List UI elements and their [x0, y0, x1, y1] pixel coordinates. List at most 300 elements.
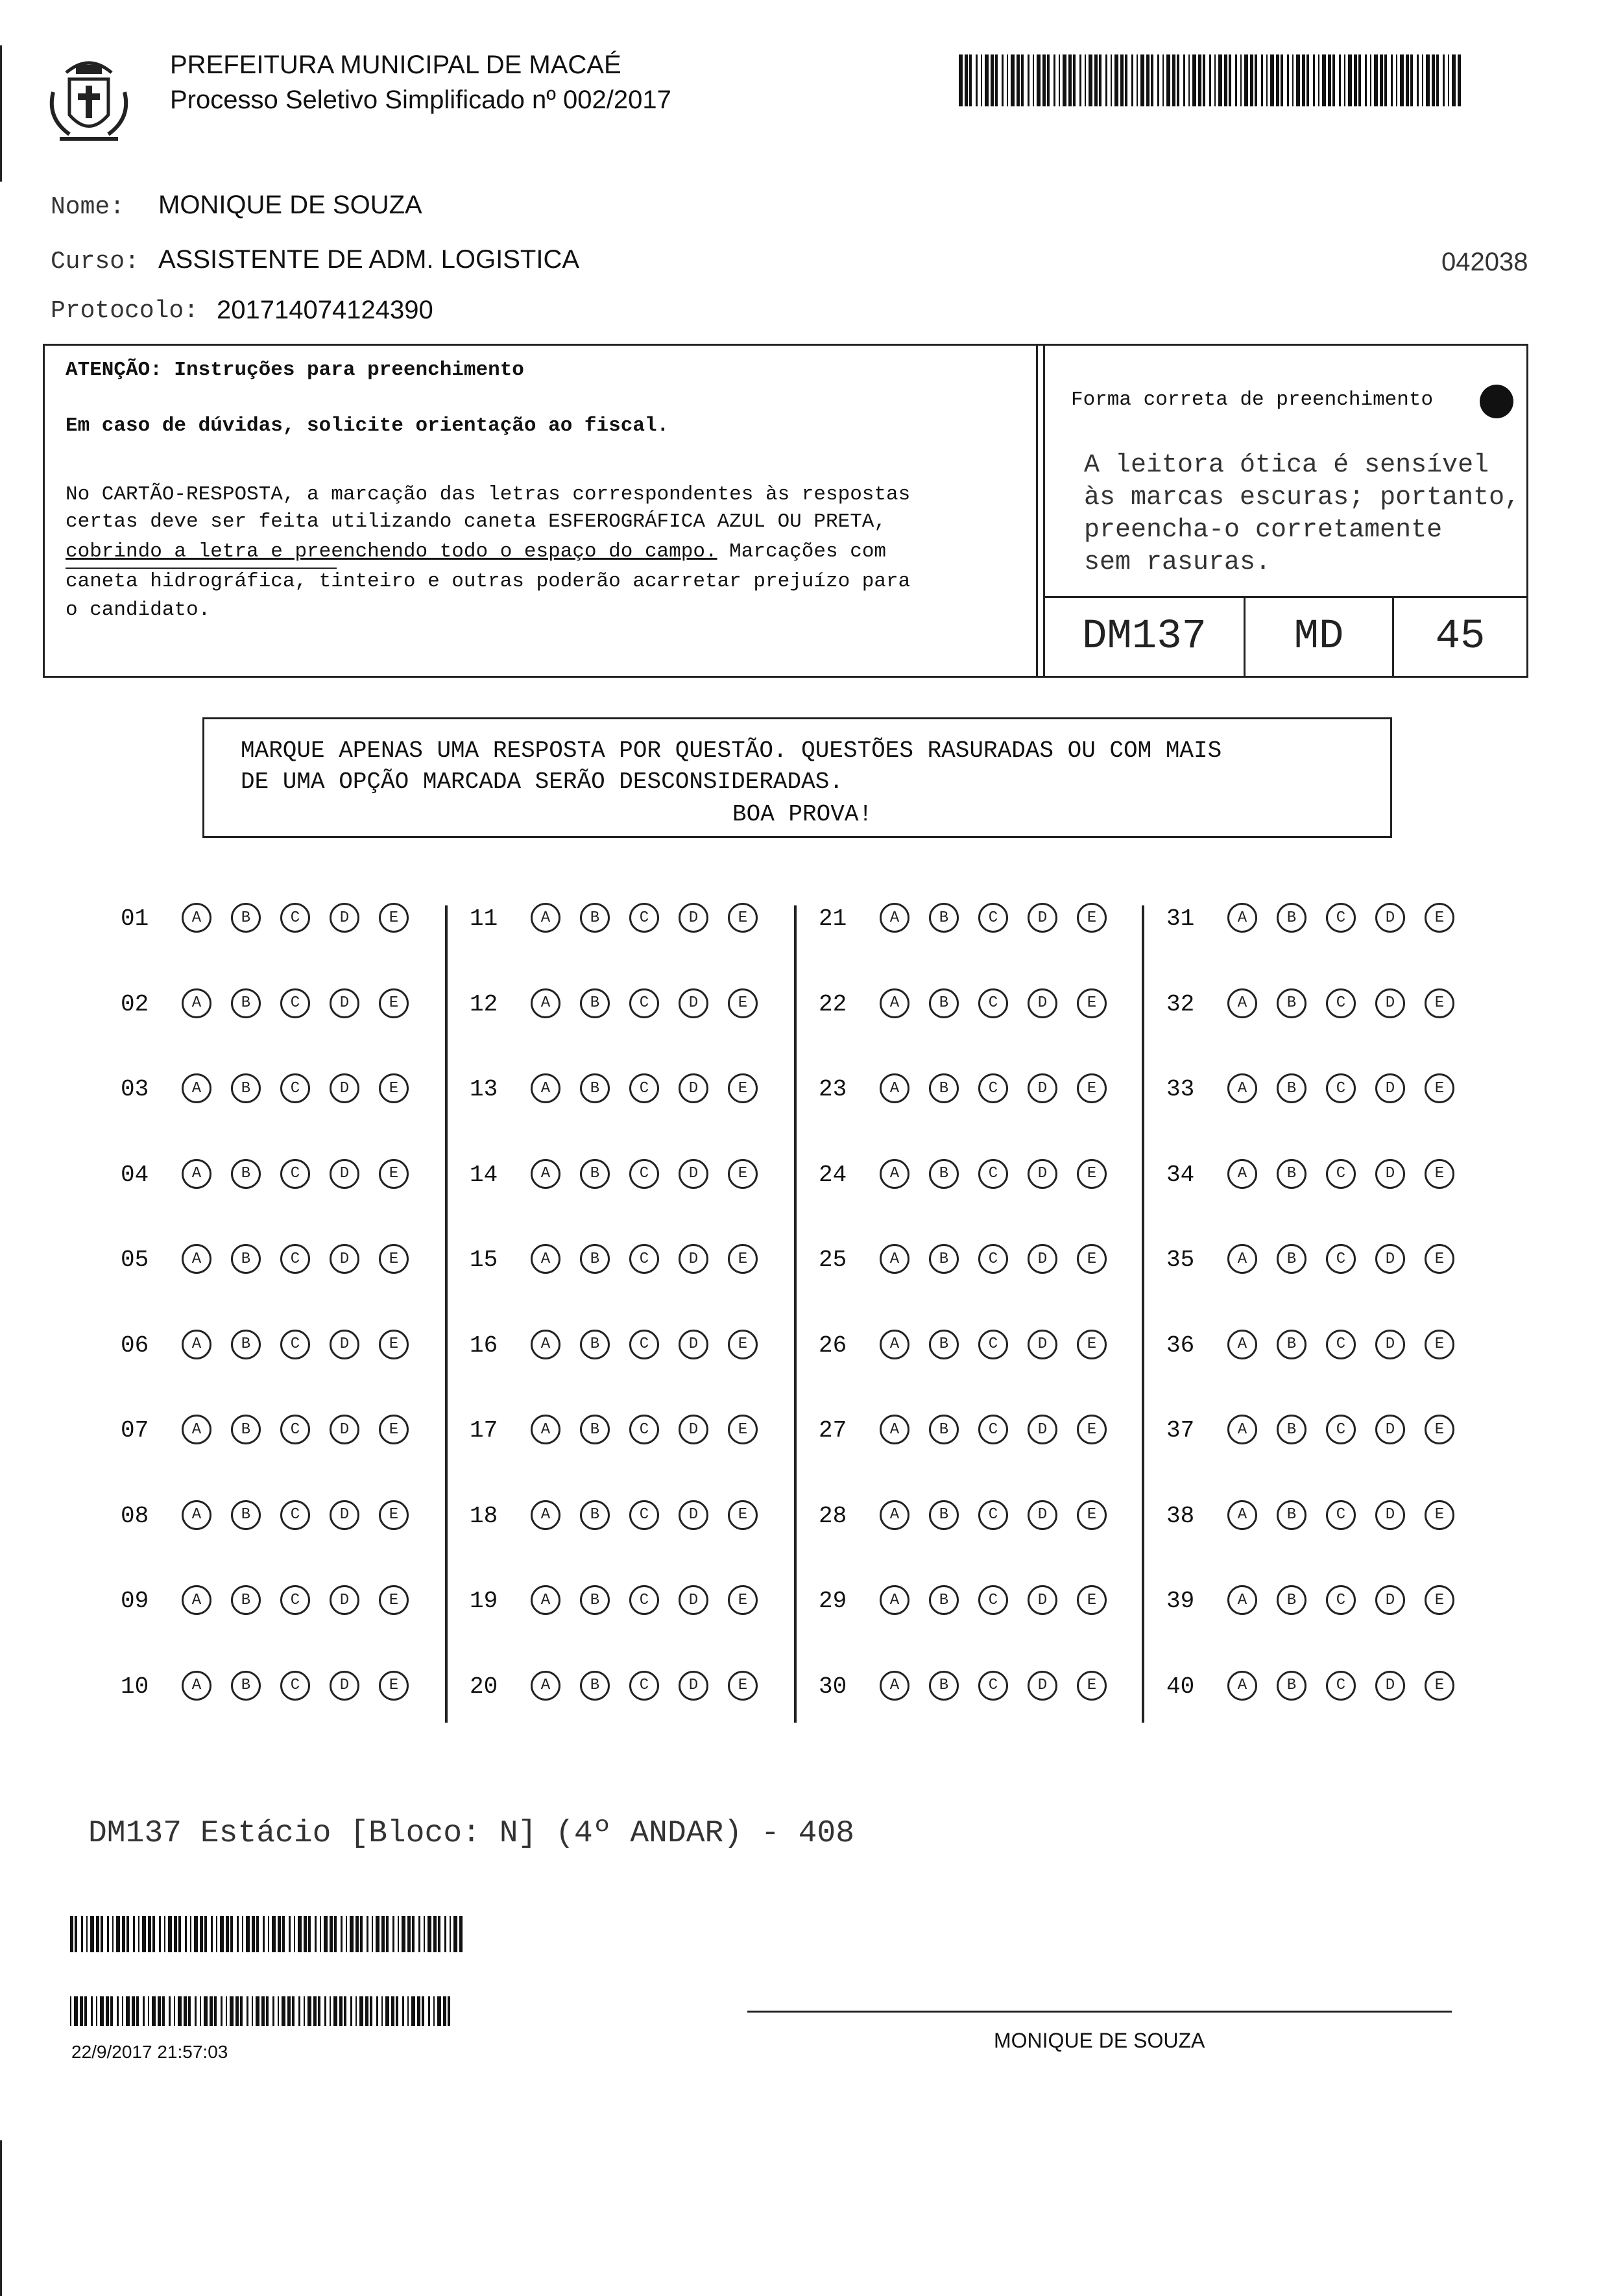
answer-bubble-c[interactable]: C: [978, 1585, 1008, 1615]
barcode-bar: [148, 1916, 151, 1952]
answer-bubble-a[interactable]: A: [880, 1585, 909, 1615]
answer-bubble-d[interactable]: D: [679, 1500, 708, 1530]
answer-bubble-b[interactable]: B: [580, 1073, 610, 1103]
instructions-line: [66, 540, 886, 563]
answer-bubble-e[interactable]: E: [728, 1415, 758, 1444]
barcode-bar: [272, 1996, 274, 2026]
answer-bubble-c[interactable]: C: [629, 1585, 659, 1615]
answer-bubble-b[interactable]: B: [929, 1330, 959, 1359]
answer-bubble-d[interactable]: D: [330, 1415, 359, 1444]
instructions-line: o candidato.: [66, 599, 211, 621]
barcode-bar: [1313, 54, 1315, 106]
column-divider: [794, 905, 797, 1723]
answer-bubble-e[interactable]: E: [728, 1671, 758, 1701]
answer-bubble-a[interactable]: A: [880, 1073, 909, 1103]
barcode-bar: [216, 1916, 217, 1952]
answer-bubble-d[interactable]: D: [330, 1159, 359, 1189]
answer-bubble-c[interactable]: C: [978, 1073, 1008, 1103]
answer-bubble-e[interactable]: E: [1077, 1159, 1107, 1189]
barcode-bar: [965, 54, 968, 106]
barcode-bar: [318, 1996, 320, 2026]
answer-bubble-a[interactable]: A: [531, 1671, 560, 1701]
barcode-bar: [376, 1996, 378, 2026]
answer-bubble-a[interactable]: A: [1227, 1500, 1257, 1530]
barcode-bar: [1037, 54, 1041, 106]
barcode-bar: [1370, 54, 1371, 106]
answer-bubble-d[interactable]: D: [1028, 1415, 1057, 1444]
barcode-bar: [174, 1996, 175, 2026]
barcode-bar: [122, 1916, 125, 1952]
answer-bubble-d[interactable]: D: [330, 1073, 359, 1103]
barcode-bar: [330, 1996, 331, 2026]
answer-bubble-d[interactable]: D: [1375, 1330, 1405, 1359]
answer-bubble-d[interactable]: D: [1028, 1585, 1057, 1615]
barcode-bar: [360, 1916, 363, 1952]
answer-bubble-b[interactable]: B: [1277, 1159, 1306, 1189]
answer-bubble-d[interactable]: D: [679, 1585, 708, 1615]
answer-bubble-e[interactable]: E: [1077, 1585, 1107, 1615]
answer-bubble-e[interactable]: E: [1425, 1585, 1454, 1615]
answer-bubble-e[interactable]: E: [1077, 1073, 1107, 1103]
answer-bubble-b[interactable]: B: [231, 1671, 261, 1701]
answer-bubble-d[interactable]: D: [1375, 1585, 1405, 1615]
answer-bubble-b[interactable]: B: [929, 1073, 959, 1103]
answer-bubble-a[interactable]: A: [1227, 1073, 1257, 1103]
barcode-bar: [365, 1996, 368, 2026]
answer-bubble-b[interactable]: B: [929, 1585, 959, 1615]
answer-bubble-c[interactable]: C: [629, 1500, 659, 1530]
barcode-bar: [334, 1916, 337, 1952]
barcode-bar: [304, 1996, 305, 2026]
barcode-bar: [184, 1996, 187, 2026]
answer-bubble-d[interactable]: D: [330, 1585, 359, 1615]
answer-bubble-d[interactable]: D: [1375, 1415, 1405, 1444]
answer-bubble-e[interactable]: E: [1077, 1330, 1107, 1359]
answer-bubble-c[interactable]: C: [629, 903, 659, 933]
barcode-bar: [376, 1916, 379, 1952]
barcode-bar: [136, 1996, 139, 2026]
answer-bubble-e[interactable]: E: [1425, 1671, 1454, 1701]
answer-bubble-d[interactable]: D: [679, 1244, 708, 1274]
barcode-bar: [211, 1916, 213, 1952]
answer-bubble-e[interactable]: E: [379, 1415, 409, 1444]
answer-bubble-d[interactable]: D: [679, 988, 708, 1018]
answer-bubble-e[interactable]: E: [379, 1330, 409, 1359]
answer-bubble-d[interactable]: D: [1375, 1671, 1405, 1701]
barcode-bar: [158, 1996, 161, 2026]
barcode-bar: [178, 1916, 181, 1952]
barcode-bar: [204, 1996, 208, 2026]
answer-bubble-a[interactable]: A: [1227, 1415, 1257, 1444]
barcode-bar: [417, 1996, 420, 2026]
barcode-bar: [411, 1996, 415, 2026]
answer-bubble-b[interactable]: B: [1277, 1244, 1306, 1274]
barcode-bar: [106, 1996, 109, 2026]
answer-bubble-b[interactable]: B: [929, 1244, 959, 1274]
barcode-bar: [991, 54, 994, 106]
barcode-bar: [1073, 54, 1076, 106]
answer-bubble-b[interactable]: B: [231, 1159, 261, 1189]
answer-bubble-a[interactable]: A: [182, 903, 211, 933]
answer-bubble-b[interactable]: B: [1277, 1500, 1306, 1530]
barcode-bar: [304, 1916, 307, 1952]
answer-bubble-b[interactable]: B: [1277, 1330, 1306, 1359]
answer-bubble-b[interactable]: B: [580, 1671, 610, 1701]
barcode-bar: [1302, 54, 1305, 106]
answer-bubble-d[interactable]: D: [679, 1159, 708, 1189]
answer-bubble-d[interactable]: D: [330, 1330, 359, 1359]
answer-bubble-a[interactable]: A: [182, 1585, 211, 1615]
barcode-bar: [359, 1996, 363, 2026]
answer-bubble-e[interactable]: E: [1425, 1330, 1454, 1359]
answer-bubble-a[interactable]: A: [1227, 988, 1257, 1018]
answer-bubble-e[interactable]: E: [728, 1159, 758, 1189]
answer-bubble-a[interactable]: A: [182, 1159, 211, 1189]
answer-bubble-a[interactable]: A: [880, 903, 909, 933]
scan-edge-mark: [0, 45, 2, 182]
barcode-bar: [256, 1996, 259, 2026]
question-number: 27: [819, 1417, 847, 1444]
answer-bubble-c[interactable]: C: [629, 1330, 659, 1359]
answer-bubble-a[interactable]: A: [531, 1585, 560, 1615]
question-number: 35: [1166, 1247, 1195, 1273]
barcode-bar: [174, 1916, 177, 1952]
answer-bubble-c[interactable]: C: [280, 1159, 310, 1189]
answer-bubble-a[interactable]: A: [531, 988, 560, 1018]
answer-bubble-b[interactable]: B: [929, 1671, 959, 1701]
answer-bubble-a[interactable]: A: [182, 1073, 211, 1103]
answer-bubble-a[interactable]: A: [182, 988, 211, 1018]
answer-bubble-b[interactable]: B: [929, 1159, 959, 1189]
answer-bubble-c[interactable]: C: [1326, 1073, 1356, 1103]
question-number: 07: [121, 1417, 149, 1444]
answer-bubble-a[interactable]: A: [1227, 1585, 1257, 1615]
barcode-bar: [110, 1996, 113, 2026]
question-number: 10: [121, 1673, 149, 1700]
answer-bubble-d[interactable]: D: [1375, 1244, 1405, 1274]
answer-bubble-c[interactable]: C: [629, 1244, 659, 1274]
answer-bubble-d[interactable]: D: [1028, 903, 1057, 933]
barcode-bar: [1137, 54, 1138, 106]
question-number: 09: [121, 1588, 149, 1614]
barcode-bar: [1422, 54, 1423, 106]
reader-note: preencha-o corretamente: [1084, 516, 1443, 545]
answer-bubble-d[interactable]: D: [679, 1073, 708, 1103]
answer-bubble-d[interactable]: D: [1375, 1500, 1405, 1530]
barcode-bar: [235, 1996, 239, 2026]
answer-bubble-d[interactable]: D: [679, 1671, 708, 1701]
answer-bubble-b[interactable]: B: [580, 1500, 610, 1530]
answer-bubble-c[interactable]: C: [629, 1073, 659, 1103]
answer-bubble-a[interactable]: A: [880, 1159, 909, 1189]
answer-bubble-a[interactable]: A: [531, 1073, 560, 1103]
notice-line: MARQUE APENAS UMA RESPOSTA POR QUESTÃO. QUESTÕES RASURADAS OU COM MAIS: [241, 737, 1222, 764]
answer-bubble-b[interactable]: B: [580, 1415, 610, 1444]
answer-bubble-c[interactable]: C: [978, 1244, 1008, 1274]
instructions-underlined: cobrindo a letra e preenchendo todo o espaço do campo.: [66, 540, 717, 563]
answer-bubble-b[interactable]: B: [231, 1330, 261, 1359]
answer-bubble-a[interactable]: A: [1227, 903, 1257, 933]
answer-bubble-a[interactable]: A: [1227, 1671, 1257, 1701]
answer-bubble-a[interactable]: A: [1227, 1244, 1257, 1274]
answer-bubble-e[interactable]: E: [379, 903, 409, 933]
answer-bubble-b[interactable]: B: [929, 903, 959, 933]
question-number: 29: [819, 1588, 847, 1614]
barcode-bar: [433, 1996, 435, 2026]
answer-bubble-d[interactable]: D: [1375, 988, 1405, 1018]
answer-bubble-e[interactable]: E: [1077, 988, 1107, 1018]
barcode-bar: [459, 1916, 463, 1952]
answer-bubble-a[interactable]: A: [880, 988, 909, 1018]
header-title: PREFEITURA MUNICIPAL DE MACAÉ: [170, 51, 621, 79]
answer-bubble-b[interactable]: B: [580, 1330, 610, 1359]
notice-line: BOA PROVA!: [732, 801, 873, 828]
answer-bubble-e[interactable]: E: [728, 1244, 758, 1274]
answer-bubble-d[interactable]: D: [1375, 1159, 1405, 1189]
answer-bubble-b[interactable]: B: [231, 1585, 261, 1615]
barcode-bar: [159, 1916, 161, 1952]
answer-bubble-b[interactable]: B: [1277, 1671, 1306, 1701]
answer-bubble-a[interactable]: A: [880, 1330, 909, 1359]
answer-bubble-b[interactable]: B: [1277, 988, 1306, 1018]
barcode-bar: [1348, 54, 1352, 106]
answer-bubble-c[interactable]: C: [1326, 1585, 1356, 1615]
barcode-bar: [70, 1996, 71, 2026]
barcode-bar: [263, 1916, 265, 1952]
answer-bubble-e[interactable]: E: [1425, 903, 1454, 933]
answer-bubble-c[interactable]: C: [280, 988, 310, 1018]
answer-bubble-b[interactable]: B: [231, 1244, 261, 1274]
barcode-bar: [1354, 54, 1357, 106]
barcode-bar: [453, 1916, 457, 1952]
answer-bubble-d[interactable]: D: [1028, 988, 1057, 1018]
answer-bubble-d[interactable]: D: [679, 1330, 708, 1359]
answer-bubble-e[interactable]: E: [1077, 1415, 1107, 1444]
answer-bubble-b[interactable]: B: [580, 988, 610, 1018]
barcode-bar: [1047, 54, 1050, 106]
question-number: 06: [121, 1332, 149, 1359]
barcode-bar: [1089, 54, 1092, 106]
barcode-bar: [959, 54, 963, 106]
answer-bubble-e[interactable]: E: [379, 1244, 409, 1274]
barcode-bar: [289, 1916, 291, 1952]
barcode-bar: [407, 1996, 409, 2026]
answer-bubble-d[interactable]: D: [330, 1671, 359, 1701]
answer-bubble-e[interactable]: E: [1425, 1415, 1454, 1444]
answer-bubble-c[interactable]: C: [280, 1671, 310, 1701]
barcode-bar: [1002, 54, 1004, 106]
answer-bubble-c[interactable]: C: [280, 1244, 310, 1274]
answer-bubble-c[interactable]: C: [629, 988, 659, 1018]
barcode-bar: [1396, 54, 1397, 106]
answer-bubble-b[interactable]: B: [929, 988, 959, 1018]
answer-bubble-b[interactable]: B: [580, 1159, 610, 1189]
question-number: 16: [470, 1332, 498, 1359]
answer-bubble-c[interactable]: C: [978, 988, 1008, 1018]
answer-bubble-e[interactable]: E: [379, 1500, 409, 1530]
answer-bubble-a[interactable]: A: [182, 1500, 211, 1530]
answer-bubble-b[interactable]: B: [231, 1500, 261, 1530]
question-number: 31: [1166, 905, 1195, 932]
answer-bubble-b[interactable]: B: [231, 1073, 261, 1103]
answer-bubble-c[interactable]: C: [280, 1500, 310, 1530]
barcode-bar: [1432, 54, 1435, 106]
answer-bubble-b[interactable]: B: [1277, 1073, 1306, 1103]
question-number: 15: [470, 1247, 498, 1273]
barcode-bar: [1131, 54, 1133, 106]
answer-bubble-d[interactable]: D: [1028, 1330, 1057, 1359]
answer-bubble-d[interactable]: D: [1028, 1671, 1057, 1701]
answer-bubble-a[interactable]: A: [1227, 1330, 1257, 1359]
answer-bubble-e[interactable]: E: [728, 1073, 758, 1103]
answer-bubble-b[interactable]: B: [580, 903, 610, 933]
answer-bubble-e[interactable]: E: [379, 1159, 409, 1189]
answer-bubble-b[interactable]: B: [1277, 903, 1306, 933]
answer-bubble-a[interactable]: A: [880, 1500, 909, 1530]
answer-bubble-d[interactable]: D: [1375, 1073, 1405, 1103]
answer-bubble-a[interactable]: A: [1227, 1159, 1257, 1189]
answer-bubble-e[interactable]: E: [379, 1073, 409, 1103]
barcode-bar: [985, 54, 989, 106]
barcode-bar: [195, 1996, 197, 2026]
answer-bubble-d[interactable]: D: [1028, 1500, 1057, 1530]
answer-bubble-c[interactable]: C: [1326, 1159, 1356, 1189]
answer-bubble-e[interactable]: E: [728, 1585, 758, 1615]
answer-bubble-d[interactable]: D: [1375, 903, 1405, 933]
answer-bubble-b[interactable]: B: [580, 1244, 610, 1274]
answer-bubble-e[interactable]: E: [1425, 1244, 1454, 1274]
answer-bubble-a[interactable]: A: [531, 1415, 560, 1444]
answer-bubble-a[interactable]: A: [182, 1415, 211, 1444]
answer-bubble-d[interactable]: D: [679, 1415, 708, 1444]
answer-bubble-a[interactable]: A: [880, 1415, 909, 1444]
barcode-bar: [1287, 54, 1289, 106]
answer-bubble-c[interactable]: C: [978, 1500, 1008, 1530]
answer-bubble-c[interactable]: C: [629, 1671, 659, 1701]
barcode-bar: [190, 1916, 191, 1952]
answer-bubble-d[interactable]: D: [330, 1500, 359, 1530]
answer-bubble-c[interactable]: C: [280, 903, 310, 933]
answer-bubble-c[interactable]: C: [1326, 1671, 1356, 1701]
answer-bubble-c[interactable]: C: [280, 1073, 310, 1103]
answer-bubble-e[interactable]: E: [379, 988, 409, 1018]
answer-bubble-c[interactable]: C: [978, 1330, 1008, 1359]
answer-bubble-c[interactable]: C: [978, 1671, 1008, 1701]
barcode-bar: [1028, 54, 1029, 106]
answer-bubble-a[interactable]: A: [531, 903, 560, 933]
barcode-bar: [1391, 54, 1393, 106]
answer-bubble-a[interactable]: A: [880, 1671, 909, 1701]
answer-bubble-d[interactable]: D: [1028, 1244, 1057, 1274]
answer-bubble-e[interactable]: E: [728, 988, 758, 1018]
answer-bubble-e[interactable]: E: [1425, 988, 1454, 1018]
barcode-bar: [86, 1916, 88, 1952]
answer-bubble-e[interactable]: E: [1425, 1073, 1454, 1103]
answer-bubble-b[interactable]: B: [231, 1415, 261, 1444]
barcode-bar: [162, 1996, 165, 2026]
answer-bubble-c[interactable]: C: [1326, 1330, 1356, 1359]
question-number: 04: [121, 1161, 149, 1188]
barcode-bar: [152, 1916, 155, 1952]
answer-bubble-e[interactable]: E: [728, 1500, 758, 1530]
answer-bubble-d[interactable]: D: [330, 903, 359, 933]
barcode-bar: [188, 1996, 191, 2026]
answer-bubble-b[interactable]: B: [580, 1585, 610, 1615]
answer-bubble-e[interactable]: E: [728, 903, 758, 933]
answer-bubble-d[interactable]: D: [330, 988, 359, 1018]
answer-bubble-e[interactable]: E: [1077, 1244, 1107, 1274]
answer-bubble-b[interactable]: B: [929, 1415, 959, 1444]
answer-bubble-e[interactable]: E: [379, 1585, 409, 1615]
answer-bubble-b[interactable]: B: [1277, 1415, 1306, 1444]
barcode-bar: [1270, 54, 1274, 106]
barcode-bar: [976, 54, 978, 106]
answer-bubble-d[interactable]: D: [679, 903, 708, 933]
candidate-name: MONIQUE DE SOUZA: [158, 191, 422, 219]
barcode-bar: [402, 1996, 404, 2026]
barcode-bar: [339, 1996, 343, 2026]
answer-bubble-a[interactable]: A: [880, 1244, 909, 1274]
question-number: 14: [470, 1161, 498, 1188]
answer-bubble-e[interactable]: E: [1425, 1500, 1454, 1530]
answer-bubble-c[interactable]: C: [629, 1415, 659, 1444]
answer-bubble-e[interactable]: E: [1077, 903, 1107, 933]
answer-bubble-a[interactable]: A: [531, 1244, 560, 1274]
answer-bubble-b[interactable]: B: [929, 1500, 959, 1530]
answer-bubble-c[interactable]: C: [280, 1585, 310, 1615]
answer-bubble-e[interactable]: E: [1077, 1671, 1107, 1701]
answer-bubble-c[interactable]: C: [1326, 1244, 1356, 1274]
question-number: 28: [819, 1502, 847, 1529]
answer-bubble-b[interactable]: B: [1277, 1585, 1306, 1615]
answer-bubble-d[interactable]: D: [1028, 1073, 1057, 1103]
column-divider: [1142, 905, 1144, 1723]
answer-bubble-b[interactable]: B: [231, 903, 261, 933]
barcode-bar: [70, 1916, 73, 1952]
answer-bubble-c[interactable]: C: [280, 1415, 310, 1444]
answer-bubble-e[interactable]: E: [379, 1671, 409, 1701]
answer-bubble-c[interactable]: C: [1326, 988, 1356, 1018]
answer-bubble-a[interactable]: A: [182, 1671, 211, 1701]
question-number: 01: [121, 905, 149, 932]
answer-bubble-c[interactable]: C: [978, 1415, 1008, 1444]
answer-bubble-b[interactable]: B: [231, 988, 261, 1018]
answer-bubble-c[interactable]: C: [1326, 1415, 1356, 1444]
answer-bubble-a[interactable]: A: [531, 1330, 560, 1359]
answer-bubble-d[interactable]: D: [1028, 1159, 1057, 1189]
answer-bubble-c[interactable]: C: [1326, 1500, 1356, 1530]
barcode-bar: [185, 1916, 187, 1952]
answer-bubble-a[interactable]: A: [531, 1159, 560, 1189]
answer-bubble-e[interactable]: E: [728, 1330, 758, 1359]
answer-bubble-c[interactable]: C: [1326, 903, 1356, 933]
answer-bubble-d[interactable]: D: [330, 1244, 359, 1274]
answer-bubble-e[interactable]: E: [1077, 1500, 1107, 1530]
top-barcode: [959, 54, 1465, 106]
barcode-bar: [1255, 54, 1257, 106]
barcode-bar: [437, 1996, 441, 2026]
answer-bubble-c[interactable]: C: [978, 903, 1008, 933]
answer-bubble-c[interactable]: C: [629, 1159, 659, 1189]
answer-bubble-c[interactable]: C: [280, 1330, 310, 1359]
answer-bubble-a[interactable]: A: [531, 1500, 560, 1530]
room-code: DM137: [1081, 614, 1207, 660]
barcode-bar: [75, 1916, 77, 1952]
answer-bubble-a[interactable]: A: [182, 1330, 211, 1359]
answer-bubble-e[interactable]: E: [1425, 1159, 1454, 1189]
answer-bubble-a[interactable]: A: [182, 1244, 211, 1274]
answer-bubble-c[interactable]: C: [978, 1159, 1008, 1189]
